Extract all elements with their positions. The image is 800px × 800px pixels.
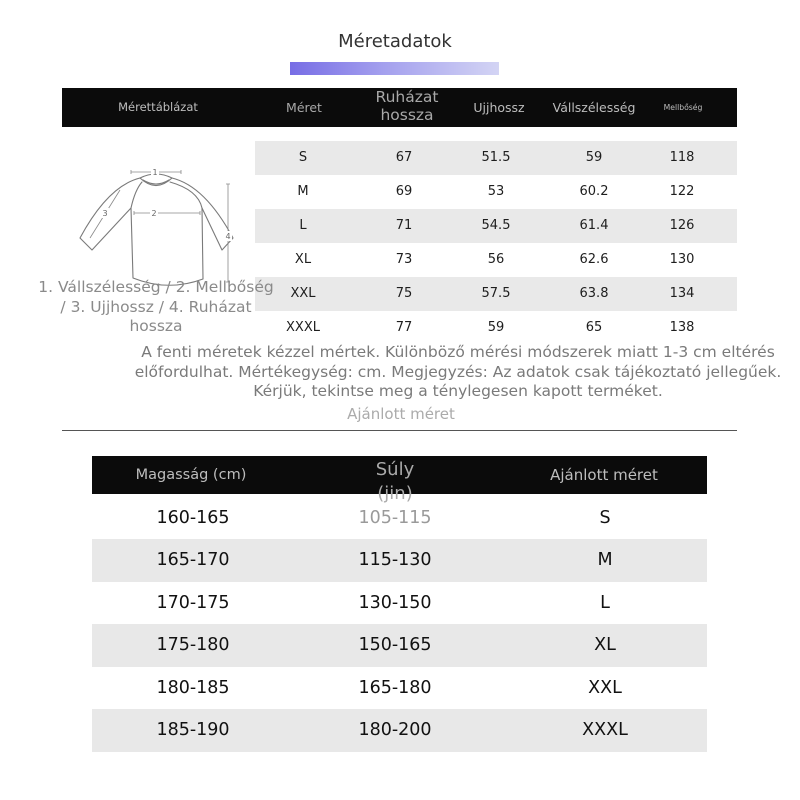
cell-chest: 130 — [669, 252, 695, 267]
cell-size: XL — [294, 252, 312, 267]
table-row — [255, 175, 737, 209]
cell-height: 170-175 — [156, 593, 230, 613]
cell-chest: 126 — [669, 218, 695, 233]
shirt-left-sleeve — [80, 178, 142, 250]
cell-height: 175-180 — [156, 635, 230, 655]
header-sleeve-length: Ujjhossz — [473, 100, 525, 115]
cell-height: 185-190 — [156, 720, 230, 740]
diagram-label-2: 2 — [151, 209, 157, 218]
cell-recommended-size: XL — [594, 635, 616, 655]
table-row — [92, 709, 707, 752]
shirt-right-sleeve — [170, 178, 233, 250]
cell-length: 77 — [395, 320, 413, 335]
cell-shoulder: 62.6 — [579, 252, 609, 267]
recommend-table-header — [92, 456, 707, 504]
diagram-label-1: 1 — [152, 168, 158, 177]
cell-chest: 134 — [669, 286, 695, 301]
cell-weight: 105-115 — [358, 508, 432, 528]
cell-length: 73 — [395, 252, 413, 267]
table-row — [255, 209, 737, 243]
table-row — [92, 667, 707, 710]
diagram-label-3: 3 — [102, 209, 108, 218]
cell-shoulder: 61.4 — [579, 218, 609, 233]
table-row — [92, 624, 707, 667]
table-row — [255, 243, 737, 277]
cell-sleeve: 54.5 — [481, 218, 511, 233]
cell-weight: 130-150 — [358, 593, 432, 613]
title-accent-bar — [290, 62, 499, 75]
cell-recommended-size: XXL — [588, 678, 622, 698]
cell-recommended-size: S — [599, 508, 611, 528]
measure-line-chest — [134, 211, 200, 215]
table-row — [255, 277, 737, 311]
cell-sleeve: 56 — [487, 252, 505, 267]
cell-shoulder: 65 — [585, 320, 603, 335]
note-line: előfordulhat. Mértékegység: cm. Megjegyzés: Az adatok csak tájékoztató jellegűek. — [134, 362, 782, 381]
cell-recommended-size: M — [597, 550, 613, 570]
cell-length: 75 — [395, 286, 413, 301]
cell-sleeve: 51.5 — [481, 150, 511, 165]
cell-size: XXXL — [286, 320, 320, 335]
cell-size: L — [299, 218, 307, 233]
header-size: Méret — [286, 100, 322, 115]
cell-weight: 165-180 — [358, 678, 432, 698]
size-table-header — [62, 88, 737, 127]
diagram-caption: 1. Vállszélesség / 2. Mellbőség / 3. Ujjhossz / 4. Ruházat hossza — [38, 278, 274, 335]
cell-chest: 122 — [669, 184, 695, 199]
cell-length: 71 — [395, 218, 413, 233]
header-recommended-size: Ajánlott méret — [550, 466, 658, 484]
cell-size: S — [298, 150, 308, 165]
page-title: Méretadatok — [338, 31, 452, 52]
shirt-diagram — [70, 150, 245, 295]
cell-sleeve: 53 — [487, 184, 505, 199]
cell-recommended-size: L — [600, 593, 610, 613]
cell-chest: 138 — [669, 320, 695, 335]
table-row — [92, 582, 707, 625]
note-line: A fenti méretek kézzel mértek. Különböző mérési módszerek miatt 1-3 cm eltérés — [141, 343, 775, 361]
table-row — [255, 141, 737, 175]
section-divider — [62, 430, 737, 431]
cell-chest: 118 — [669, 150, 695, 165]
cell-sleeve: 59 — [487, 320, 505, 335]
cell-shoulder: 59 — [585, 150, 603, 165]
cell-shoulder: 60.2 — [579, 184, 609, 199]
size-table-corner-label: Mérettáblázat — [118, 100, 198, 114]
cell-shoulder: 63.8 — [579, 286, 609, 301]
cell-height: 180-185 — [156, 678, 230, 698]
cell-length: 67 — [395, 150, 413, 165]
header-weight: Súly (jin) — [375, 459, 415, 504]
cell-sleeve: 57.5 — [481, 286, 511, 301]
diagram-label-4: 4 — [225, 232, 231, 241]
cell-weight: 150-165 — [358, 635, 432, 655]
shirt-body — [131, 208, 203, 285]
cell-size: XXL — [290, 286, 316, 301]
table-row — [255, 311, 737, 345]
header-chest-width: Mellbőség — [663, 103, 703, 112]
header-shoulder-width: Vállszélesség — [552, 100, 636, 115]
cell-recommended-size: XXXL — [582, 720, 628, 740]
cell-weight: 115-130 — [358, 550, 432, 570]
cell-weight: 180-200 — [358, 720, 432, 740]
header-garment-length: Ruházat hossza — [375, 88, 439, 124]
cell-height: 160-165 — [156, 508, 230, 528]
table-row — [92, 539, 707, 582]
note-line: Kérjük, tekintse meg a ténylegesen kapott terméket. — [253, 382, 663, 400]
header-height: Magasság (cm) — [135, 467, 247, 483]
cell-size: M — [297, 184, 309, 199]
cell-height: 165-170 — [156, 550, 230, 570]
cell-length: 69 — [395, 184, 413, 199]
recommend-section-title: Ajánlott méret — [347, 405, 455, 423]
